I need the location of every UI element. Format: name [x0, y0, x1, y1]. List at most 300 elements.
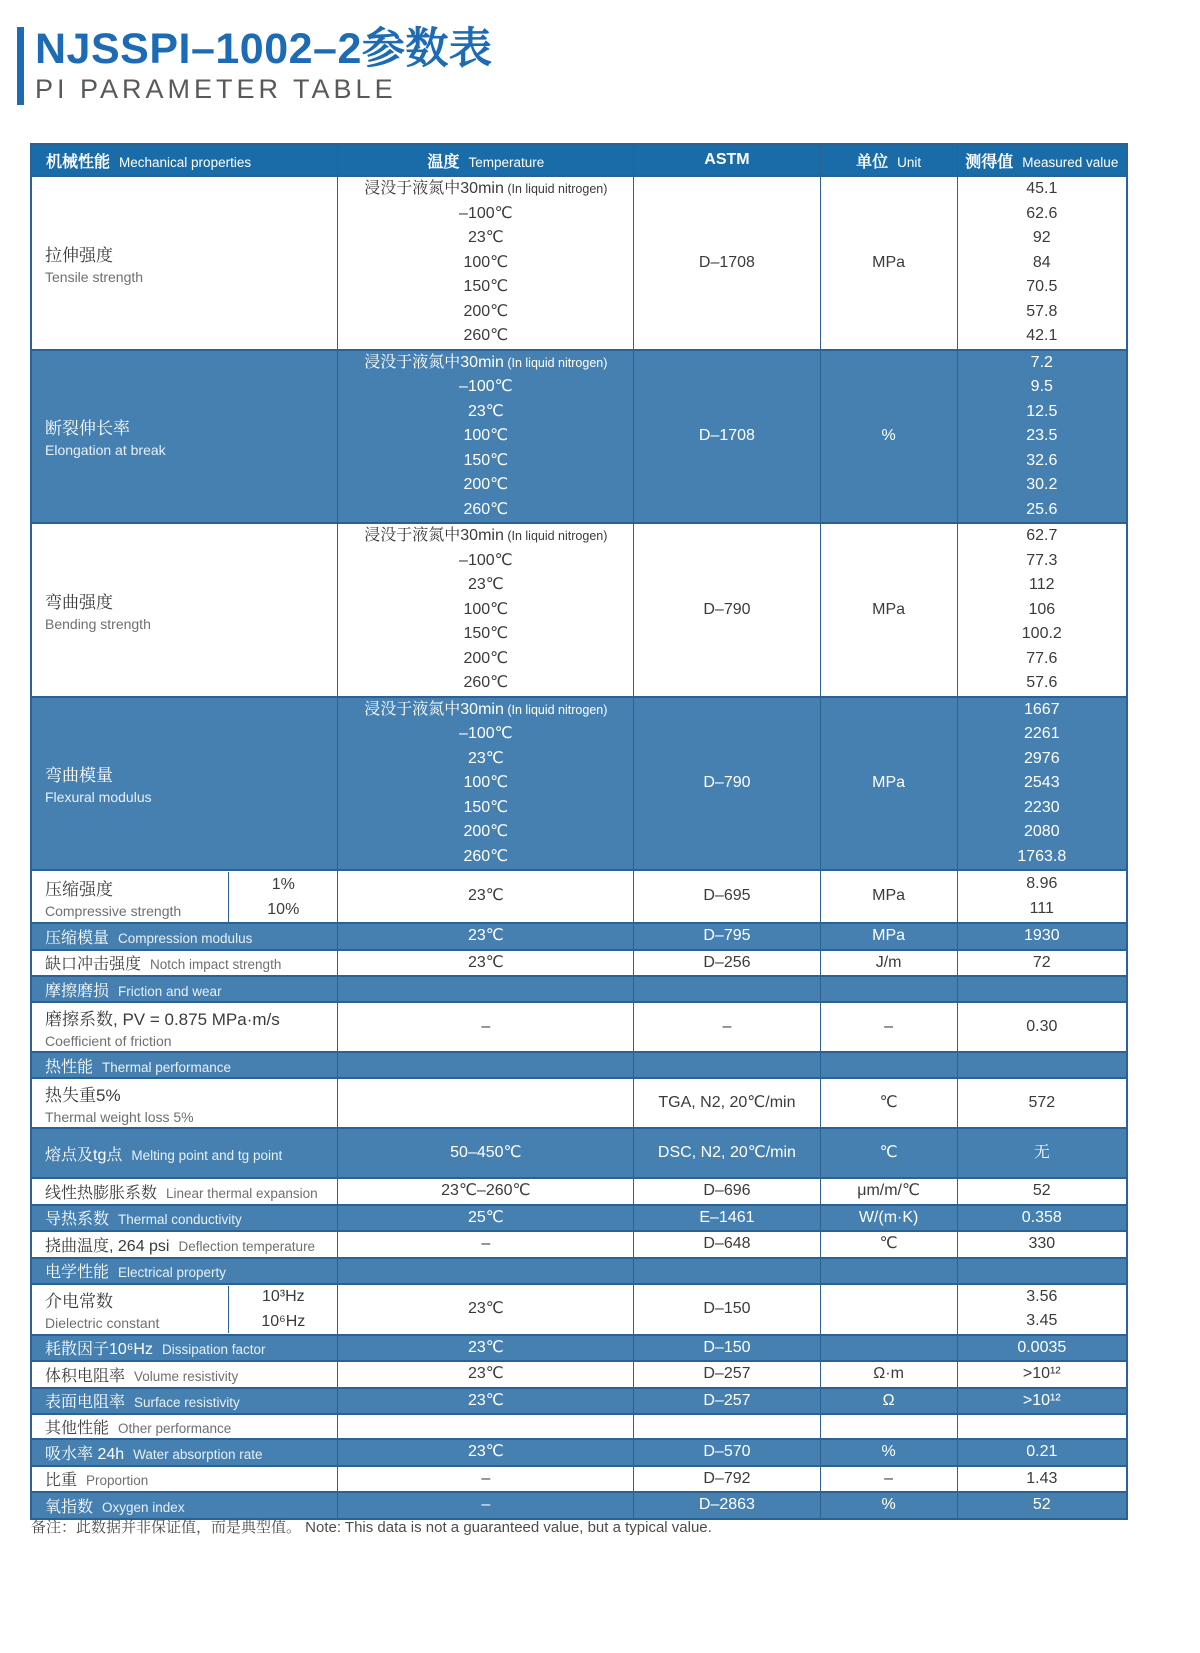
unit-cell	[820, 1361, 957, 1388]
text-line: 57.8	[1026, 302, 1058, 320]
property-name-cn: 热失重5%	[45, 1086, 121, 1105]
unit-cell	[820, 1128, 957, 1178]
column-header-label-en: Measured value	[1022, 154, 1119, 170]
text-line: 23℃	[467, 1391, 504, 1409]
astm-cell	[634, 697, 820, 871]
unit-cell	[820, 950, 957, 977]
text-line: D–790	[703, 600, 751, 618]
property-cell	[31, 1439, 338, 1466]
temperature-cell	[338, 1492, 634, 1519]
unit-cell	[820, 1078, 957, 1128]
table-row	[31, 1231, 1127, 1258]
text-line: 260℃	[463, 674, 509, 691]
astm-cell	[634, 976, 820, 1002]
unit-cell	[820, 1388, 957, 1415]
unit-cell	[820, 523, 957, 697]
table-row	[31, 523, 1127, 697]
property-cell	[31, 1466, 338, 1493]
text-line: 57.6	[1026, 674, 1058, 691]
section-row	[31, 1052, 1127, 1078]
text-line: D–2863	[698, 1496, 755, 1513]
text-line: –100℃	[459, 378, 513, 395]
temperature-cell	[338, 976, 634, 1002]
property-cell	[31, 1052, 338, 1078]
unit-cell	[820, 1205, 957, 1232]
temperature-cell	[338, 1178, 634, 1205]
text-line: 30.2	[1026, 476, 1058, 493]
table-row	[31, 1128, 1127, 1178]
unit-cell	[820, 1258, 957, 1284]
text-line: ℃	[879, 1235, 898, 1252]
table-header-row	[31, 144, 1127, 176]
text-line: 1.43	[1026, 1469, 1058, 1487]
property-cell	[31, 1284, 338, 1335]
text-line: D–792	[703, 1469, 751, 1487]
property-name-cn: 其他性能	[45, 1420, 110, 1437]
property-name-en: Compressive strength	[45, 902, 182, 919]
value-cell	[957, 1258, 1127, 1284]
column-header-label-cn: ASTM	[704, 151, 750, 168]
text-line: 23℃	[467, 887, 504, 905]
text-line: 84	[1032, 253, 1051, 271]
property-name-cn: 比重	[45, 1472, 78, 1490]
text-line: 106	[1028, 600, 1056, 618]
table-row	[31, 1335, 1127, 1362]
temperature-cell	[338, 1335, 634, 1362]
text-line: –100℃	[459, 204, 513, 222]
value-cell	[957, 1361, 1127, 1388]
temperature-cell	[338, 1002, 634, 1052]
value-cell	[957, 1178, 1127, 1205]
text-line: 0.30	[1026, 1017, 1058, 1035]
text-line: D–790	[703, 774, 751, 791]
text-line: 7.2	[1030, 353, 1053, 371]
column-header-label-en: Temperature	[468, 154, 545, 170]
astm-cell	[634, 950, 820, 977]
param-table-body	[31, 176, 1127, 1519]
temperature-cell	[338, 950, 634, 977]
text-line: 62.6	[1026, 204, 1058, 222]
temperature-cell	[338, 923, 634, 950]
sub-condition: 10⁶Hz	[261, 1313, 306, 1330]
text-line: ℃	[879, 1143, 898, 1161]
footer-note: 备注：此数据并非保证值，而是典型值。 Note: This data is not a guaranteed value, but a typical value.	[31, 1519, 712, 1536]
property-name-cn: 断裂伸长率	[45, 419, 130, 439]
text-line: 200℃	[463, 302, 509, 320]
astm-cell	[634, 1052, 820, 1078]
sub-condition: 1%	[271, 875, 295, 893]
text-line: 52	[1032, 1182, 1051, 1199]
table-row	[31, 1361, 1127, 1388]
value-cell	[957, 350, 1127, 524]
unit-cell	[820, 1231, 957, 1258]
text-line: 112	[1029, 576, 1055, 593]
text-line: MPa	[872, 927, 906, 944]
text-line: MPa	[872, 887, 906, 905]
property-name-en: Dissipation factor	[161, 1342, 266, 1358]
property-name-en: Thermal conductivity	[118, 1212, 242, 1228]
temperature-cell	[338, 1414, 634, 1439]
table-row	[31, 697, 1127, 871]
temperature-cell	[338, 1466, 634, 1493]
value-cell	[957, 697, 1127, 871]
property-name-en: Proportion	[86, 1473, 149, 1489]
text-line: %	[881, 427, 896, 444]
property-name-cn: 耗散因子10⁶Hz	[45, 1341, 153, 1359]
text-line: 32.6	[1026, 451, 1058, 469]
value-cell	[957, 1492, 1127, 1519]
text-line: D–648	[703, 1235, 751, 1252]
property-cell	[31, 1002, 338, 1052]
property-name-cn: 压缩强度	[45, 879, 113, 899]
temperature-cell	[338, 176, 634, 350]
astm-cell	[634, 1361, 820, 1388]
property-cell	[31, 697, 338, 871]
property-cell	[31, 1128, 338, 1178]
text-line: D–696	[703, 1182, 751, 1199]
text-line: 23℃	[467, 576, 504, 593]
property-name-en: Coefficient of friction	[45, 1033, 172, 1049]
text-line: 100℃	[463, 253, 509, 271]
text-line: MPa	[872, 600, 906, 618]
property-name-cn: 线性热膨胀系数	[45, 1184, 158, 1202]
text-line: D–795	[703, 927, 751, 944]
unit-cell	[820, 1178, 957, 1205]
text-line: 1930	[1024, 927, 1060, 944]
sub-condition: 10³Hz	[261, 1288, 305, 1305]
text-line: 70.5	[1026, 278, 1058, 295]
property-name-cn: 挠曲温度, 264 psi	[45, 1237, 170, 1255]
small-suffix: (In liquid nitrogen)	[503, 355, 608, 370]
text-line: –100℃	[459, 725, 513, 742]
text-line: 72	[1032, 953, 1051, 971]
property-name-cn: 导热系数	[45, 1211, 110, 1229]
property-cell	[31, 1178, 338, 1205]
property-name-cn: 熔点及tg点	[45, 1146, 123, 1164]
property-label-block	[32, 1286, 228, 1333]
property-name-cn: 缺口冲击强度	[45, 956, 142, 974]
astm-cell	[634, 1178, 820, 1205]
text-line: –	[481, 1469, 491, 1487]
property-name-en: Friction and wear	[118, 983, 222, 999]
text-line: 42.1	[1026, 327, 1058, 344]
column-header-unit	[820, 144, 957, 176]
unit-cell	[820, 1002, 957, 1052]
text-line: 浸没于液氮中30min (In liquid nitrogen)	[364, 180, 608, 197]
text-line: 62.7	[1026, 527, 1058, 544]
property-sub-conditions	[228, 1286, 337, 1333]
value-cell	[957, 523, 1127, 697]
text-line: 200℃	[463, 476, 509, 493]
column-header-label-cn: 机械性能	[46, 153, 111, 171]
property-name-en: Electrical property	[118, 1265, 227, 1280]
property-name-en: Surface resistivity	[134, 1395, 240, 1411]
property-name-cn: 弯曲强度	[45, 592, 113, 612]
text-line: D–570	[703, 1443, 751, 1460]
page-header	[17, 27, 492, 105]
value-cell	[957, 1128, 1127, 1178]
value-cell	[957, 1335, 1127, 1362]
unit-cell	[820, 1439, 957, 1466]
text-line: 浸没于液氮中30min (In liquid nitrogen)	[364, 527, 608, 544]
value-cell	[957, 1414, 1127, 1439]
text-line: J/m	[875, 953, 902, 971]
small-suffix: (In liquid nitrogen)	[503, 702, 608, 717]
text-line: Ω	[882, 1391, 895, 1409]
property-name-en: Oxygen index	[102, 1499, 185, 1515]
astm-cell	[634, 1388, 820, 1415]
value-cell	[957, 1439, 1127, 1466]
property-name-en: Linear thermal expansion	[166, 1185, 318, 1201]
text-line: 150℃	[463, 625, 509, 642]
text-line: 0.358	[1021, 1208, 1062, 1226]
text-line: 12.5	[1026, 402, 1058, 420]
unit-cell	[820, 1414, 957, 1439]
text-line: 260℃	[463, 500, 509, 518]
text-line: D–257	[703, 1391, 751, 1409]
table-row	[31, 350, 1127, 524]
astm-cell	[634, 1128, 820, 1178]
unit-cell	[820, 1284, 957, 1335]
unit-cell	[820, 1492, 957, 1519]
property-cell	[31, 950, 338, 977]
text-line: TGA, N2, 20℃/min	[658, 1093, 796, 1111]
property-name-cn: 拉伸强度	[45, 245, 113, 265]
page-title: NJSSPI–1002–2参数表	[35, 25, 493, 73]
astm-cell	[634, 1414, 820, 1439]
text-line: >10¹²	[1022, 1391, 1061, 1409]
column-header-label-cn: 测得值	[965, 153, 1014, 171]
table-row	[31, 1388, 1127, 1415]
table-row	[31, 950, 1127, 977]
property-cell	[31, 1388, 338, 1415]
text-line: 200℃	[463, 649, 509, 667]
text-line: D–257	[703, 1365, 751, 1382]
text-line: 330	[1028, 1235, 1056, 1252]
value-cell	[957, 1388, 1127, 1415]
text-line: >10¹²	[1022, 1365, 1061, 1382]
text-line: D–256	[703, 953, 751, 971]
text-line: 1667	[1024, 700, 1060, 718]
property-cell	[31, 870, 338, 923]
astm-cell	[634, 1439, 820, 1466]
section-row	[31, 1258, 1127, 1284]
temperature-cell	[338, 1258, 634, 1284]
property-name-en: Notch impact strength	[150, 957, 282, 973]
column-header-label-cn: 温度	[427, 153, 460, 171]
temperature-cell	[338, 1439, 634, 1466]
text-line: –100℃	[459, 551, 513, 569]
column-header-astm	[634, 144, 820, 176]
text-line: 23℃–260℃	[441, 1182, 531, 1199]
value-cell	[957, 950, 1127, 977]
property-cell	[31, 1361, 338, 1388]
text-line: W/(m·K)	[858, 1208, 919, 1226]
property-name-en: Volume resistivity	[134, 1368, 239, 1384]
property-name-cn: 表面电阻率	[45, 1394, 126, 1412]
property-name-en: Other performance	[118, 1421, 232, 1436]
property-name-cn: 吸水率 24h	[45, 1445, 125, 1463]
unit-cell	[820, 1466, 957, 1493]
small-suffix: (In liquid nitrogen)	[503, 529, 608, 543]
text-line: 浸没于液氮中30min (In liquid nitrogen)	[364, 353, 608, 371]
text-line: μm/m/℃	[857, 1182, 920, 1199]
text-line: 260℃	[463, 327, 509, 344]
text-line: 77.6	[1026, 649, 1058, 667]
title-accent-bar	[17, 27, 24, 105]
table-row	[31, 1284, 1127, 1335]
text-line: D–150	[703, 1299, 751, 1317]
text-line: 23℃	[467, 1299, 504, 1317]
property-cell	[31, 1414, 338, 1439]
text-line: 200℃	[463, 823, 509, 840]
text-line: 无	[1033, 1143, 1050, 1161]
property-name-en: Thermal weight loss 5%	[45, 1109, 194, 1125]
temperature-cell	[338, 1231, 634, 1258]
text-line: 3.56	[1026, 1287, 1058, 1305]
property-cell	[31, 176, 338, 350]
property-name-cn: 氧指数	[45, 1498, 94, 1516]
unit-cell	[820, 176, 957, 350]
temperature-cell	[338, 1284, 634, 1335]
astm-cell	[634, 923, 820, 950]
text-line: –	[481, 1235, 491, 1252]
text-line: 77.3	[1026, 551, 1058, 569]
astm-cell	[634, 1492, 820, 1519]
temperature-cell	[338, 870, 634, 923]
value-cell	[957, 1231, 1127, 1258]
sub-condition: 10%	[267, 900, 300, 918]
text-line: D–695	[703, 887, 751, 905]
text-line: 2080	[1024, 823, 1060, 840]
property-sub-conditions	[228, 872, 337, 922]
value-cell	[957, 1002, 1127, 1052]
text-line: 8.96	[1026, 875, 1058, 892]
text-line: D–150	[703, 1338, 751, 1356]
astm-cell	[634, 1335, 820, 1362]
property-name-en: Melting point and tg point	[131, 1147, 283, 1163]
text-line: 100℃	[463, 427, 509, 444]
text-line: DSC, N2, 20℃/min	[657, 1143, 796, 1161]
property-cell	[31, 976, 338, 1002]
value-cell	[957, 923, 1127, 950]
text-line: 100℃	[463, 774, 509, 791]
text-line: 0.0035	[1017, 1338, 1067, 1356]
column-header-label-cn: 单位	[856, 153, 889, 171]
property-cell	[31, 350, 338, 524]
value-cell	[957, 1284, 1127, 1335]
text-line: 23.5	[1026, 427, 1058, 444]
text-line: 150℃	[463, 798, 509, 816]
text-line: D–1708	[698, 427, 755, 444]
property-name-cn: 磨擦系数, PV = 0.875 MPa·m/s	[45, 1010, 280, 1029]
text-line: %	[881, 1496, 896, 1513]
text-line: Ω·m	[873, 1365, 904, 1382]
table-row	[31, 1002, 1127, 1052]
astm-cell	[634, 870, 820, 923]
text-line: 2543	[1024, 774, 1060, 791]
text-line: 23℃	[467, 1443, 504, 1460]
table-row	[31, 1466, 1127, 1493]
property-name-cn: 弯曲模量	[45, 766, 113, 786]
text-line: MPa	[872, 774, 906, 791]
value-cell	[957, 976, 1127, 1002]
text-line: –	[481, 1496, 491, 1513]
property-cell	[31, 923, 338, 950]
value-cell	[957, 870, 1127, 923]
property-split-wrap	[32, 1286, 337, 1333]
temperature-cell	[338, 1388, 634, 1415]
property-cell	[31, 1335, 338, 1362]
table-row	[31, 1078, 1127, 1128]
page-subtitle: PI PARAMETER TABLE	[35, 74, 397, 105]
text-line: 100℃	[463, 600, 509, 618]
temperature-cell	[338, 697, 634, 871]
text-line: –	[884, 1017, 894, 1035]
value-cell	[957, 1052, 1127, 1078]
text-line: 23℃	[467, 1365, 504, 1382]
unit-cell	[820, 350, 957, 524]
text-line: 1763.8	[1017, 847, 1067, 865]
text-line: 23℃	[467, 749, 504, 767]
astm-cell	[634, 1231, 820, 1258]
table-row	[31, 1205, 1127, 1232]
table-row	[31, 870, 1127, 923]
text-line: 2261	[1024, 725, 1060, 742]
text-line: 45.1	[1026, 180, 1058, 197]
table-row	[31, 1178, 1127, 1205]
astm-cell	[634, 176, 820, 350]
text-line: 100.2	[1021, 625, 1062, 642]
text-line: 23℃	[467, 402, 504, 420]
property-cell	[31, 523, 338, 697]
text-line: 52	[1032, 1496, 1051, 1513]
property-cell	[31, 1231, 338, 1258]
property-cell	[31, 1205, 338, 1232]
text-line: –	[481, 1017, 491, 1035]
value-cell	[957, 1078, 1127, 1128]
text-line: 23℃	[467, 229, 504, 246]
unit-cell	[820, 697, 957, 871]
temperature-cell	[338, 523, 634, 697]
column-header-label-en: Unit	[897, 154, 922, 170]
astm-cell	[634, 1002, 820, 1052]
temperature-cell	[338, 350, 634, 524]
text-line: 9.5	[1030, 378, 1053, 395]
small-suffix: (In liquid nitrogen)	[503, 182, 608, 196]
text-line: E–1461	[699, 1208, 755, 1226]
text-line: ℃	[879, 1093, 898, 1111]
text-line: MPa	[872, 253, 906, 271]
text-line: 260℃	[463, 847, 509, 865]
text-line: 2230	[1024, 798, 1060, 816]
property-name-en: Thermal performance	[102, 1059, 232, 1075]
temperature-cell	[338, 1052, 634, 1078]
text-line: 2976	[1024, 749, 1060, 767]
table-row	[31, 176, 1127, 350]
text-line: 25℃	[467, 1208, 504, 1226]
unit-cell	[820, 1052, 957, 1078]
astm-cell	[634, 523, 820, 697]
property-cell	[31, 1078, 338, 1128]
text-line: 23℃	[467, 927, 504, 944]
property-split-wrap	[32, 872, 337, 922]
unit-cell	[820, 976, 957, 1002]
property-name-cn: 介电常数	[45, 1292, 113, 1311]
value-cell	[957, 1466, 1127, 1493]
property-name-en: Deflection temperature	[178, 1238, 316, 1254]
temperature-cell	[338, 1128, 634, 1178]
